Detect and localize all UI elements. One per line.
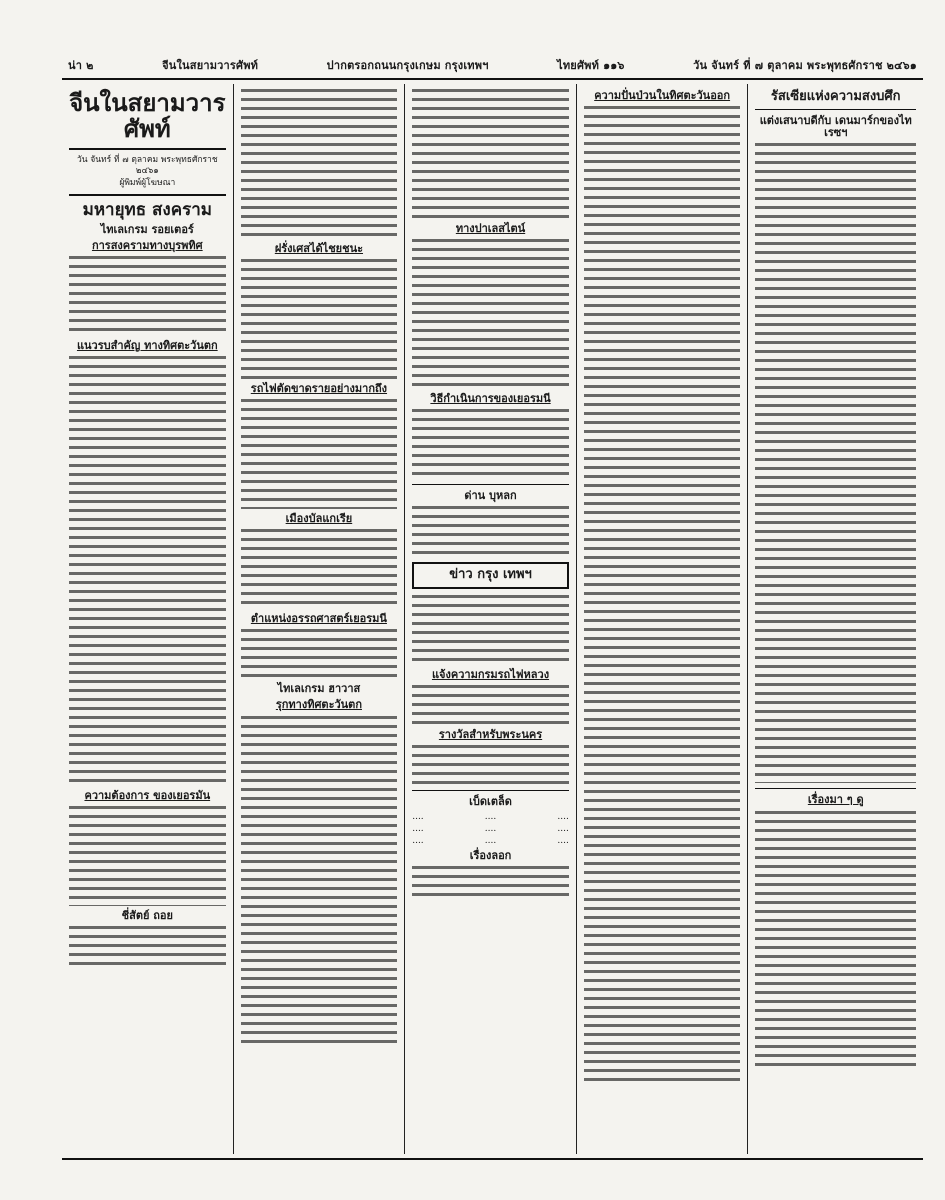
column-4 [577, 84, 749, 1154]
article-text [241, 89, 398, 239]
article-text [241, 629, 398, 679]
subhead-havas: ไทเลเกรม ฮาวาส [277, 682, 361, 696]
article-text [412, 89, 569, 219]
article-text [241, 716, 398, 1046]
column-3 [405, 84, 577, 1154]
page-number: น่า ๒ [68, 59, 94, 72]
subhead-east-turmoil: ความปั่นป่วนในทิศตะวันออก [594, 89, 731, 102]
article-text [412, 506, 569, 556]
article-text [69, 806, 226, 906]
page-header [62, 56, 923, 80]
article-text [69, 256, 226, 336]
table-row: .... .... .... [412, 823, 569, 834]
subhead-railway: แจ้งความกรมรถไฟหลวง [431, 667, 550, 681]
issue-number: ไทยศัพท์ ๑๑๖ [557, 59, 625, 72]
subhead-east: การสงครามทางบุรพทิศ [91, 238, 203, 252]
table-row: .... .... .... [412, 811, 569, 822]
article-text [241, 529, 398, 609]
subhead-germany-method: วิธีกำเนินการของเยอรมนี [430, 392, 551, 406]
column-2 [234, 84, 406, 1154]
paper-address: ปากตรอกถนนกรุงเกษม กรุงเทพฯ [326, 59, 489, 72]
subhead-minister: แต่งเสนาบดีกับ เดนมาร์กของไทเรซฯ [759, 114, 912, 140]
subhead-final: ชี่สัตย์ ถอย [121, 909, 173, 923]
subhead-market: เรื่องลอก [469, 848, 512, 862]
paper-logo: จีนในสยามวารศัพท์ [69, 88, 226, 144]
headline-war: มหายุทธ สงคราม [82, 200, 212, 221]
article-text [69, 356, 226, 786]
article-text [755, 143, 916, 783]
bangkok-news-box: ข่าว กรุง เทพฯ [412, 562, 569, 588]
issue-date: วัน จันทร์ ที่ ๗ ตุลาคม พระพุทธศักราช ๒๔๖๑ [693, 59, 917, 72]
paper-name: จีนในสยามวารศัพท์ [162, 59, 259, 72]
article-text [412, 685, 569, 725]
editor-line: ผู้พิมพ์ผู้โฆษณา [119, 177, 176, 188]
subhead-misc: เบ็ดเตล็ด [469, 794, 512, 808]
headline-russia: รัสเซียแห่งความสงบศึก [770, 89, 901, 104]
subhead-look: เรื่องมา ๆ ดู [807, 793, 864, 807]
article-text [755, 811, 916, 1071]
column-5 [748, 84, 923, 1154]
article-text [412, 745, 569, 785]
article-text [584, 106, 741, 1086]
issue-info: วัน จันทร์ ที่ ๗ ตุลาคม พระพุทธศักราช ๒๔๖๑ [76, 154, 218, 177]
subhead-position: ตำแหน่งอรรถศาสตร์เยอรมนี [250, 612, 387, 626]
subhead-checkpoint: ด่าน บุหลก [464, 489, 517, 503]
subhead-peace: ความต้องการ ของเยอรมัน [84, 789, 211, 803]
table-row: .... .... .... [412, 835, 569, 846]
subhead-france: ฝรั่งเศสได้ไชยชนะ [274, 242, 364, 255]
subhead-reuters: ไทเลเกรม รอยเตอร์ [100, 222, 194, 236]
article-text [412, 595, 569, 665]
subhead-train: รถไฟตัดขาดรายอย่างมากถึง [250, 382, 388, 396]
article-text [412, 409, 569, 479]
footer-rule [62, 1158, 923, 1160]
columns [62, 84, 923, 1154]
subhead-bulgaria: เมืองบัลแกเรีย [285, 512, 353, 526]
article-text [241, 259, 398, 379]
subhead-reward: รางวัลสำหรับพระนคร [438, 727, 543, 741]
subhead-west-2: รุกทางทิศตะวันตก [275, 698, 362, 712]
column-1 [62, 84, 234, 1154]
article-text [412, 239, 569, 389]
subhead-palestine: ทางปาเลสไตน์ [455, 222, 526, 235]
article-text [69, 926, 226, 966]
article-text [241, 399, 398, 509]
subhead-west: แนวรบสำคัญ ทางทิศตะวันตก [76, 339, 218, 353]
article-text [412, 866, 569, 896]
